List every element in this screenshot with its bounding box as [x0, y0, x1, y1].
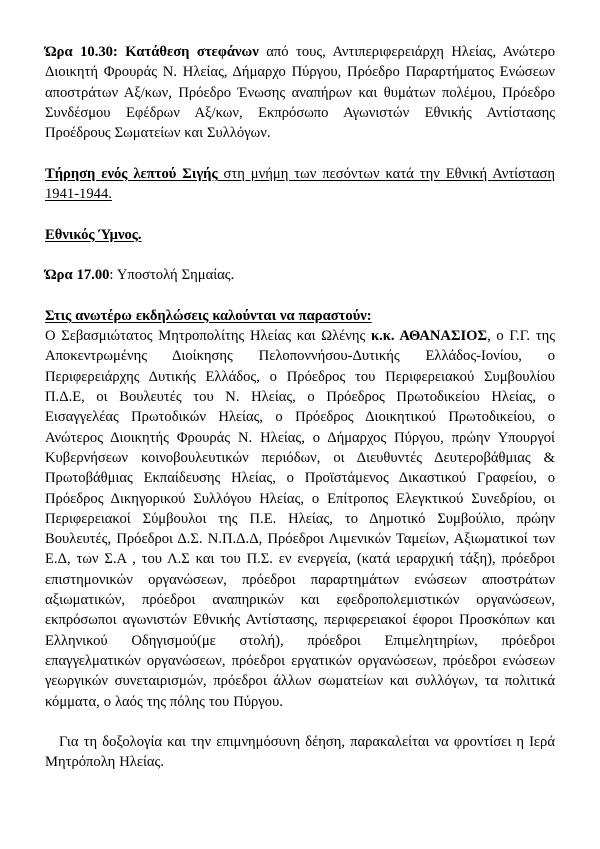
- attendees-list-body: , ο Γ.Γ. της Αποκεντρωμένης Διοίκησης Πελοποννήσου-Δυτικής Ελλάδος-Ιονίου, ο Περιφερειάρχης Δυτικής Ελλάδος, ο Πρόεδρος του Περιφερειακού Συμβουλίου Π.Δ.Ε, οι Βουλευτές του Ν. Ηλείας, ο Πρόεδρος Πρωτοδικείου Ηλείας, ο Εισαγγελέας Πρωτοδικών Ηλείας, ο Πρόεδρος Διοικητικού Πρωτοδικείου, ο Ανώτερος Διοικητής Φρουράς Ν. Ηλείας, ο Δήμαρχος Πύργου, πρώην Υπουργοί Κυβερνήσεων κοινοβουλευτικών περιόδων, οι Διευθυντές Δευτεροβάθμιας & Πρωτοβάθμιας Εκπαίδευσης Ηλείας, ο Προϊστάμενος Δικαστικού Γραφείου, ο Πρόεδρος Δικηγορικού Συλλόγου Ηλείας, ο Επίτροπος Ελεγκτικού Συνεδρίου, οι Περιφερειακοί Σύμβουλοι της Π.Ε. Ηλείας, το Δημοτικό Συμβούλιο, πρώην Βουλευτές, Πρόεδροι Δ.Σ. Ν.Π.Δ.Δ, Πρόεδροι Λιμενικών Ταμείων, Αξιωματικοί των Ε.Δ, των Σ.Α , του Λ.Σ και του Π.Σ. εν ενεργεία, (κατά ιεραρχική τάξη), πρόεδροι επιστημονικών οργανώσεων, πρόεδροι παραρτημάτων ενώσεων αποστράτων αξιωματικών, πρόεδροι αναπηρικών και εφεδροπολεμιστικών οργανώσεων, εκπρόσωποι αγωνιστών Εθνικής Αντίστασης, περιφερειακοί έφοροι Προσκόπων και Ελληνικού Οδηγισμού(με στολή), πρόεδροι Επιμελητηρίων, πρόεδροι επαγγελματικών οργανώσεων, πρόεδροι εργατικών οργανώσεων, πρόεδροι ενώσεων γεωργικών συνεταιρισμών, πρόεδροι άλλων σωματείων και συλλόγων, τα πολιτικά κόμματα, ο λαός της πόλης του Πύργου.: [45, 328, 555, 710]
- doxology-request-paragraph: [45, 732, 555, 773]
- invited-attendees-list-paragraph: [45, 326, 555, 712]
- wreath-laying-paragraph: [45, 42, 555, 143]
- invited-attendees-heading: [45, 306, 555, 326]
- flag-lowering-time-bold: Ώρα 17.00: [45, 267, 110, 284]
- national-anthem-label: Εθνικός Ύμνος.: [45, 226, 142, 243]
- wreath-laying-body: από τους, Αντιπεριφερειάρχη Ηλείας, Ανώτερο Διοικητή Φρουράς Ν. Ηλείας, Δήμαρχο Πύργου, Πρόεδρο Παραρτήματος Ενώσεων αποστράτων Αξ/κων, Πρόεδρο Ένωσης αναπήρων και θυμάτων πολέμου, Πρόεδρο Συνδέσμου Εφέδρων Αξ/κων, Εκπρόσωπο Αγωνιστών Εθνικής Αντίστασης Προέδρους Σωματείων και Συλλόγων.: [45, 44, 556, 142]
- attendees-intro: Ο Σεβασμιώτατος Μητροπολίτης Ηλείας και Ωλένης: [45, 328, 371, 345]
- doxology-request-text: Για τη δοξολογία και την επιμνημόσυνη δέηση, παρακαλείται να φροντίσει η Ιερά Μητρόπολη Ηλείας.: [45, 734, 555, 771]
- flag-lowering-paragraph: [45, 265, 555, 285]
- minute-of-silence-paragraph: [45, 164, 555, 205]
- minute-of-silence-lead-bold-underline: Τήρηση ενός λεπτού Σιγής: [45, 165, 218, 182]
- flag-lowering-body: : Υποστολή Σημαίας.: [109, 267, 235, 284]
- invited-attendees-heading-text: Στις ανωτέρω εκδηλώσεις καλούνται να παραστούν:: [45, 307, 372, 324]
- document-body: [45, 42, 555, 773]
- metropolitan-name-bold: κ.κ. ΑΘΑΝΑΣΙΟΣ: [370, 328, 488, 345]
- national-anthem-paragraph: [45, 225, 555, 245]
- wreath-laying-lead-bold: Ώρα 10.30: Κατάθεση στεφάνων: [45, 44, 259, 60]
- minute-of-silence-body-underline: στη μνήμη των πεσόντων κατά την Εθνική Αντίσταση 1941-1944.: [45, 165, 555, 203]
